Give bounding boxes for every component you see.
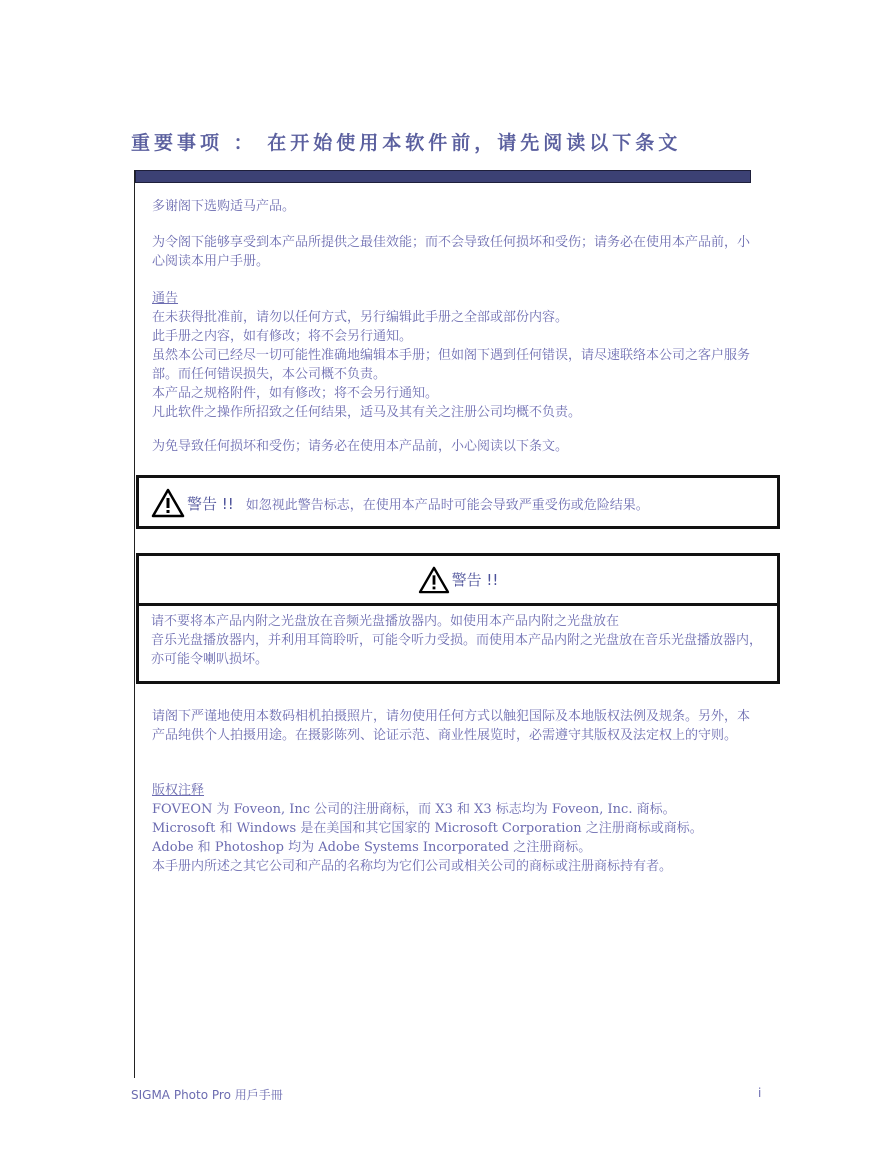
warning-triangle-icon xyxy=(418,566,450,594)
warning-triangle-icon xyxy=(151,488,185,518)
trademark-line: 本手册内所述之其它公司和产品的名称均为它们公司或相关公司的商标或注册商标持有者。 xyxy=(152,859,673,874)
notice-line: 虽然本公司已经尽一切可能性准确地编辑本手册；但如阁下遇到任何错误，请尽速联络本公司之客户服务部。而任何错误损失，本公司概不负责。 xyxy=(152,348,751,382)
trademark-heading: 版权注释 xyxy=(152,783,205,798)
warning-box-header xyxy=(139,556,777,606)
notice-line: 此手册之内容，如有修改；将不会另行通知。 xyxy=(152,329,413,344)
purpose-text: 为令阁下能够享受到本产品所提供之最佳效能；而不会导致任何损坏和受伤；请务必在使用本产品前，小心阅读本用户手册。 xyxy=(152,235,751,269)
footer-manual-title: SIGMA Photo Pro 用戶手冊 xyxy=(131,1088,283,1102)
header-bar xyxy=(135,170,751,183)
trademark-section xyxy=(152,781,772,876)
purpose-section xyxy=(152,233,757,271)
warning-box-1 xyxy=(136,475,780,529)
warning-message: 如忽视此警告标志，在使用本产品时可能会导致严重受伤或危险结果。 xyxy=(245,497,649,513)
notice-line: 在未获得批准前，请勿以任何方式，另行编辑此手册之全部或部份内容。 xyxy=(152,310,569,325)
warning-box-2 xyxy=(136,553,780,684)
copyright-use-section xyxy=(152,707,752,745)
left-rule xyxy=(134,170,135,1078)
thanks-text: 多谢阁下选购适马产品。 xyxy=(152,199,296,214)
intro-section xyxy=(152,197,752,216)
warning-line: 音乐光盘播放器内，并利用耳筒聆听，可能令听力受损。而使用本产品内附之光盘放在音乐光盘播放器内，亦可能令喇叭损坏。 xyxy=(151,633,763,667)
notice-heading: 通告 xyxy=(152,291,179,306)
page-title: 重要事项 ： 在开始使用本软件前，请先阅读以下条文 xyxy=(131,132,682,154)
trademark-line: Adobe 和 Photoshop 均为 Adobe Systems Incorporated 之注册商标。 xyxy=(152,840,592,855)
caution-note: 为免导致任何损坏和受伤；请务必在使用本产品前，小心阅读以下条文。 xyxy=(152,439,569,454)
notice-section xyxy=(152,289,757,422)
trademark-line: Microsoft 和 Windows 是在美国和其它国家的 Microsoft Corporation 之注册商标或商标。 xyxy=(152,821,703,836)
warning-label: 警告 !! xyxy=(451,571,499,589)
copyright-use-text: 请阁下严谨地使用本数码相机拍摄照片，请勿使用任何方式以触犯国际及本地版权法例及规条。另外，本产品纯供个人拍摄用途。在摄影陈列、论证示范、商业性展览时，必需遵守其版权及法定权上的守则。 xyxy=(152,709,751,743)
trademark-line: FOVEON 为 Foveon, Inc 公司的注册商标，而 X3 和 X3 标志均为 Foveon, Inc. 商标。 xyxy=(152,802,676,817)
notice-line: 凡此软件之操作所招致之任何结果，适马及其有关之注册公司均概不负责。 xyxy=(152,405,582,420)
footer-page-number: i xyxy=(758,1086,762,1100)
warning-label: 警告 !! xyxy=(187,494,234,513)
notice-line: 本产品之规格附件，如有修改；将不会另行通知。 xyxy=(152,386,439,401)
warning-line: 请不要将本产品内附之光盘放在音频光盘播放器内。如使用本产品内附之光盘放在 xyxy=(151,614,620,629)
caution-section xyxy=(152,437,757,456)
warning-box-body xyxy=(151,612,769,669)
